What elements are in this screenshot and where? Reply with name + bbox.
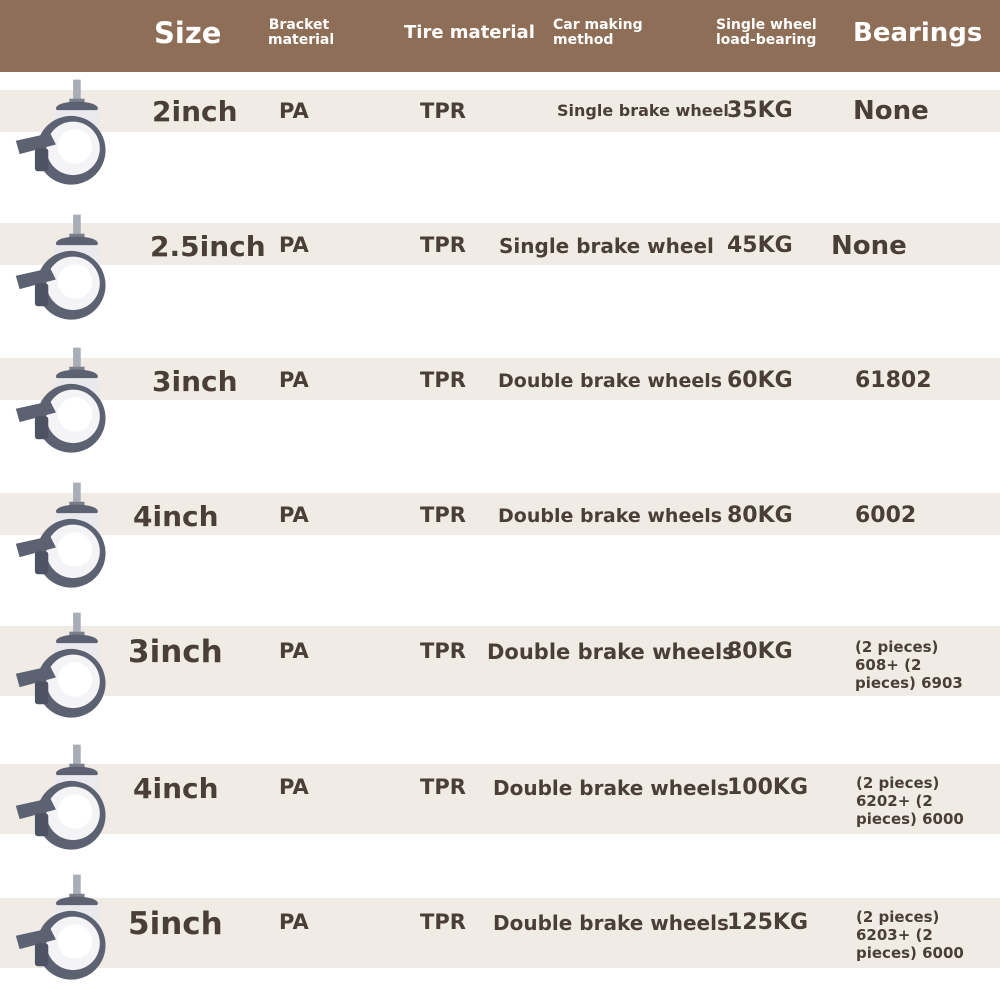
load-value: 45KG — [727, 233, 793, 258]
header-bearings: Bearings — [853, 18, 983, 48]
load-value: 125KG — [727, 910, 809, 935]
bracket-value: PA — [279, 503, 309, 527]
bracket-value: PA — [279, 233, 309, 257]
bearings-value: 6002 — [855, 503, 917, 528]
tire-value: TPR — [420, 775, 466, 799]
bracket-value: PA — [279, 775, 309, 799]
row-band — [0, 90, 1000, 132]
bracket-value: PA — [279, 368, 309, 392]
caster-wheel-double-brake-icon — [12, 478, 117, 598]
bearings-value: None — [831, 231, 907, 261]
size-value: 4inch — [133, 500, 219, 533]
table-row — [0, 870, 1000, 1005]
size-value: 5inch — [128, 906, 223, 942]
tire-value: TPR — [420, 233, 466, 257]
method-value: Double brake wheels — [493, 776, 729, 800]
header-tire-material: Tire material — [404, 22, 535, 43]
table-row — [0, 740, 1000, 875]
size-value: 3inch — [152, 365, 238, 398]
load-value: 35KG — [727, 98, 793, 123]
tire-value: TPR — [420, 639, 466, 663]
method-value: Single brake wheel — [499, 234, 714, 258]
method-value: Double brake wheels — [487, 640, 735, 664]
header-size: Size — [154, 16, 222, 50]
tire-value: TPR — [420, 910, 466, 934]
bracket-value: PA — [279, 639, 309, 663]
method-value: Double brake wheels — [493, 911, 729, 935]
load-value: 80KG — [727, 639, 793, 664]
table-row — [0, 343, 1000, 478]
bearings-value: None — [853, 96, 929, 126]
tire-value: TPR — [420, 503, 466, 527]
bearings-value: (2 pieces) 6202+ (2 pieces) 6000 — [856, 774, 964, 828]
table-header — [0, 0, 1000, 72]
table-row — [0, 608, 1000, 743]
caster-wheel-double-brake-icon — [12, 343, 117, 463]
header-single-wheel-load: Single wheel load-bearing — [716, 17, 817, 48]
load-value: 100KG — [727, 775, 809, 800]
size-value: 4inch — [133, 772, 219, 805]
caster-wheel-single-brake-icon — [12, 210, 117, 330]
bearings-value: 61802 — [855, 368, 932, 393]
header-car-making-method: Car making method — [553, 17, 643, 48]
table-row — [0, 210, 1000, 345]
caster-wheel-double-brake-icon — [12, 870, 117, 990]
bracket-value: PA — [279, 99, 309, 123]
bearings-value: (2 pieces) 608+ (2 pieces) 6903 — [855, 638, 963, 692]
size-value: 3inch — [128, 634, 223, 670]
caster-wheel-double-brake-icon — [12, 740, 117, 860]
header-bracket-material: Bracket material — [268, 17, 335, 48]
bracket-value: PA — [279, 910, 309, 934]
size-value: 2.5inch — [150, 230, 266, 263]
table-row — [0, 75, 1000, 210]
size-value: 2inch — [152, 95, 238, 128]
bearings-value: (2 pieces) 6203+ (2 pieces) 6000 — [856, 908, 964, 962]
method-value: Single brake wheel — [557, 101, 729, 120]
tire-value: TPR — [420, 99, 466, 123]
caster-wheel-single-brake-icon — [12, 75, 117, 195]
table-row — [0, 478, 1000, 613]
method-value: Double brake wheels — [498, 505, 723, 527]
load-value: 80KG — [727, 503, 793, 528]
load-value: 60KG — [727, 368, 793, 393]
caster-wheel-double-brake-icon — [12, 608, 117, 728]
method-value: Double brake wheels — [498, 370, 723, 392]
tire-value: TPR — [420, 368, 466, 392]
